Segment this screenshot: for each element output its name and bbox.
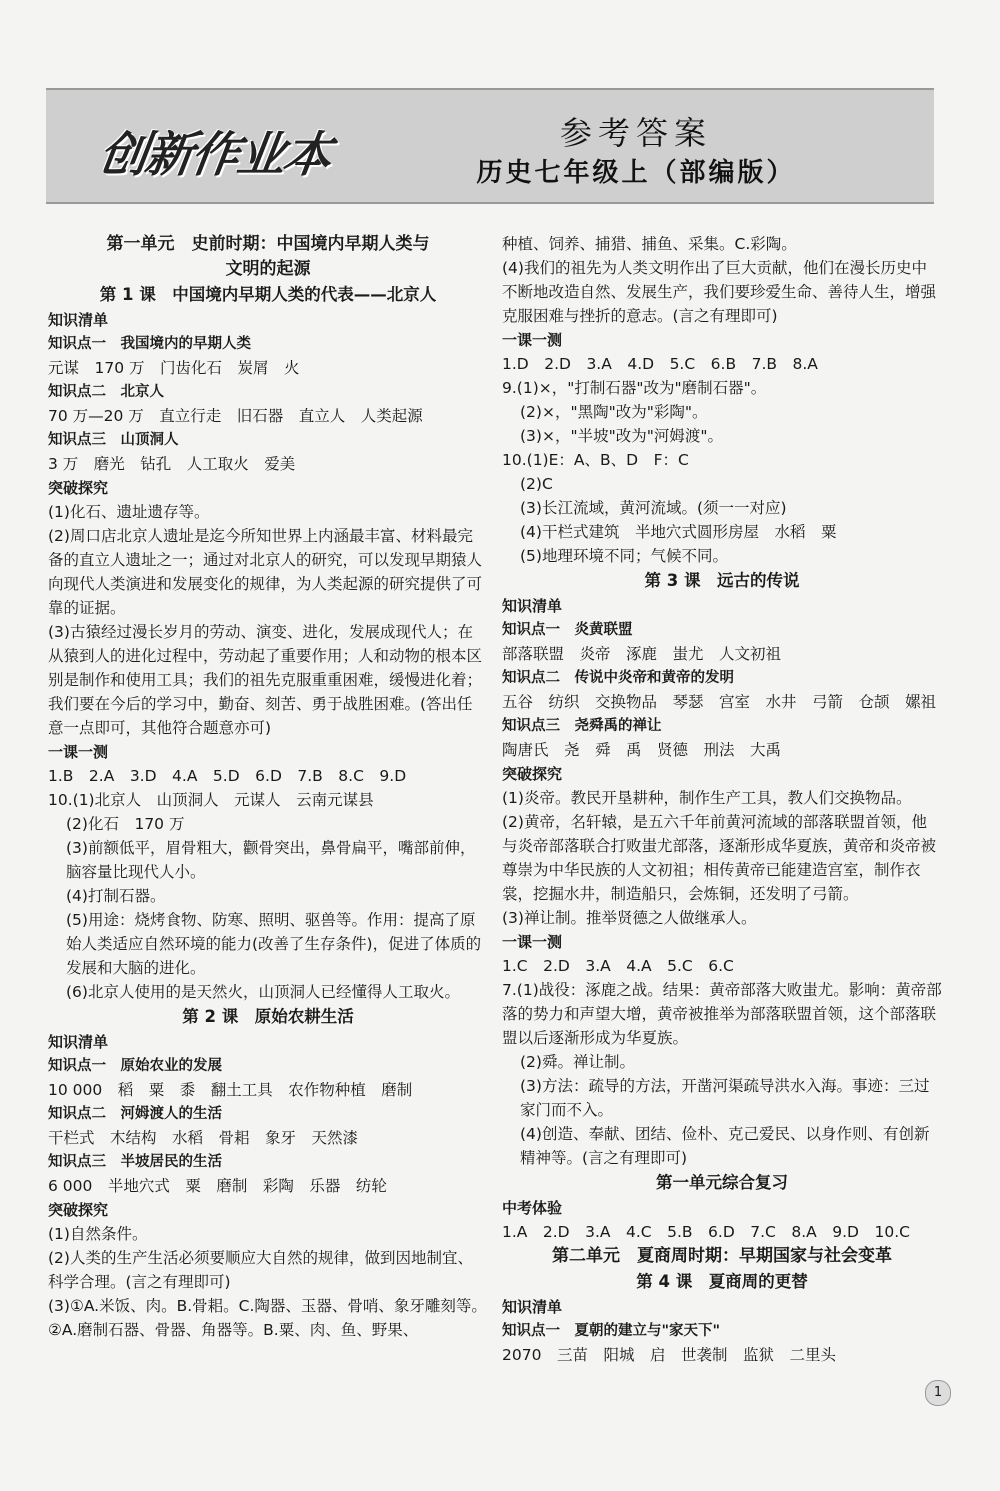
answer-line: 干栏式 木结构 水稻 骨耜 象牙 天然漆 — [48, 1129, 359, 1147]
unit-heading: 第二单元 夏商周时期：早期国家与社会变革 — [552, 1246, 892, 1266]
answer-line: (4)干栏式建筑 半地穴式圆形房屋 水稻 粟 — [520, 523, 837, 541]
lesson-heading: 第一单元综合复习 — [656, 1173, 788, 1192]
answer-line: (3)方法：疏导的方法，开凿河渠疏导洪水入海。事迹：三过家门而不入。 — [520, 1077, 930, 1119]
knowledge-point-heading: 知识点一 夏朝的建立与"家天下" — [502, 1323, 721, 1339]
section-heading: 知识清单 — [502, 597, 563, 615]
answer-line: (1)自然条件。 — [48, 1225, 148, 1243]
answer-line: (2)人类的生产生活必须要顺应大自然的规律，做到因地制宜、科学合理。(言之有理即可) — [48, 1249, 473, 1291]
header-banner — [46, 88, 934, 204]
answer-line: (4)创造、奉献、团结、俭朴、克己爱民、以身作则、有创新精神等。(言之有理即可) — [520, 1125, 930, 1167]
answer-line: 1.C 2.D 3.A 4.A 5.C 6.C — [502, 957, 734, 975]
section-heading: 知识清单 — [48, 311, 109, 329]
answer-line: 6 000 半地穴式 粟 磨制 彩陶 乐器 纺轮 — [48, 1177, 387, 1195]
answer-line: (3)前额低平，眉骨粗大，颧骨突出，鼻骨扁平，嘴部前伸，脑容量比现代人小。 — [66, 839, 476, 881]
lesson-heading: 第 2 课 原始农耕生活 — [182, 1007, 354, 1026]
answer-line: (3)×，"半坡"改为"河姆渡"。 — [520, 427, 723, 445]
lesson-heading: 第 1 课 中国境内早期人类的代表——北京人 — [99, 285, 437, 304]
page-subtitle: 历史七年级上（部编版） — [476, 158, 796, 188]
lesson-heading: 第 3 课 远古的传说 — [644, 571, 800, 590]
answer-line: 1.B 2.A 3.D 4.A 5.D 6.D 7.B 8.C 9.D — [48, 767, 407, 785]
answer-line: (5)用途：烧烤食物、防寒、照明、驱兽等。作用：提高了原始人类适应自然环境的能力(改善了生存条件)，促进了体质的发展和大脑的进化。 — [66, 911, 482, 977]
answer-line: 1.A 2.D 3.A 4.C 5.B 6.D 7.C 8.A 9.D 10.C — [502, 1223, 910, 1241]
section-heading: 中考体验 — [502, 1199, 563, 1217]
unit-heading: 文明的起源 — [225, 259, 311, 279]
brand-logo: 创新作业本 — [95, 127, 334, 183]
answer-line: (3)古猿经过漫长岁月的劳动、演变、进化，发展成现代人；在从猿到人的进化过程中，劳动起了重要作用；人和动物的根本区别是制作和使用工具；我们的祖先克服重重困难，缓慢进化着；我们要在今后的学习中，勤奋、刻苦、勇于战胜困难。(答出任意一点即可，其他符合题意亦可) — [48, 623, 483, 737]
knowledge-point-heading: 知识点二 河姆渡人的生活 — [48, 1106, 222, 1122]
section-heading: 一课一测 — [502, 933, 563, 951]
page-number: 1 — [925, 1380, 951, 1406]
answer-line: (3)长江流域，黄河流域。(须一一对应) — [520, 499, 787, 517]
section-heading: 突破探究 — [502, 765, 563, 783]
section-heading: 突破探究 — [48, 479, 109, 497]
answer-line: 7.(1)战役：涿鹿之战。结果：黄帝部落大败蚩尤。影响：黄帝部落的势力和声望大增，黄帝被推举为部落联盟首领，这个部落联盟以后逐渐形成为华夏族。 — [502, 981, 942, 1047]
unit-heading: 第一单元 史前时期：中国境内早期人类与 — [106, 234, 430, 254]
knowledge-point-heading: 知识点一 原始农业的发展 — [48, 1058, 222, 1074]
section-heading: 知识清单 — [502, 1298, 563, 1316]
answer-line: 10.(1)E：A、B、D F：C — [502, 451, 689, 469]
lesson-heading: 第 4 课 夏商周的更替 — [636, 1272, 808, 1291]
knowledge-point-heading: 知识点一 炎黄联盟 — [502, 622, 633, 638]
answer-line: 陶唐氏 尧 舜 禹 贤德 刑法 大禹 — [502, 741, 782, 759]
answer-line: 部落联盟 炎帝 涿鹿 蚩尤 人文初祖 — [502, 645, 782, 663]
page-title: 参考答案 — [559, 114, 712, 152]
answer-line: 10 000 稻 粟 黍 翻土工具 农作物种植 磨制 — [48, 1081, 413, 1099]
answer-line: 五谷 纺织 交换物品 琴瑟 宫室 水井 弓箭 仓颉 嫘祖 — [502, 693, 937, 711]
answer-line: (2)周口店北京人遗址是迄今所知世界上内涵最丰富、材料最完备的直立人遗址之一；通过对北京人的研究，可以发现早期猿人向现代人类演进和发展变化的规律，为人类起源的研究提供了可靠的证据。 — [48, 527, 483, 617]
answer-line: 3 万 磨光 钻孔 人工取火 爱美 — [48, 455, 296, 473]
answer-line: 70 万—20 万 直立行走 旧石器 直立人 人类起源 — [48, 407, 423, 425]
answer-line: 元谋 170 万 门齿化石 炭屑 火 — [48, 359, 300, 377]
answer-line: 种植、饲养、捕猎、捕鱼、采集。C.彩陶。 — [502, 235, 797, 253]
knowledge-point-heading: 知识点二 北京人 — [48, 384, 164, 400]
left-column — [48, 232, 495, 1342]
section-heading: 一课一测 — [48, 743, 109, 761]
answer-line: 10.(1)北京人 山顶洞人 元谋人 云南元谋县 — [48, 791, 374, 809]
answer-line: (1)化石、遗址遗存等。 — [48, 503, 210, 521]
section-heading: 知识清单 — [48, 1033, 109, 1051]
right-column — [502, 232, 942, 1367]
answer-line: (2)化石 170 万 — [66, 815, 185, 833]
answer-line: (6)北京人使用的是天然火，山顶洞人已经懂得人工取火。 — [66, 983, 460, 1001]
knowledge-point-heading: 知识点三 尧舜禹的禅让 — [502, 718, 662, 734]
answer-line: (2)舜。禅让制。 — [520, 1053, 635, 1071]
knowledge-point-heading: 知识点三 山顶洞人 — [48, 432, 179, 448]
answer-line: 9.(1)×，"打制石器"改为"磨制石器"。 — [502, 379, 767, 397]
section-heading: 突破探究 — [48, 1201, 109, 1219]
answer-line: (4)打制石器。 — [66, 887, 166, 905]
answer-line: (1)炎帝。教民开垦耕种，制作生产工具，教人们交换物品。 — [502, 789, 912, 807]
answer-line: (3)①A.米饭、肉。B.骨耜。C.陶器、玉器、骨哨、象牙雕刻等。 ②A.磨制石器、骨器、角器等。B.粟、肉、鱼、野果、 — [48, 1297, 495, 1339]
section-heading: 一课一测 — [502, 331, 563, 349]
answer-line: (2)黄帝，名轩辕，是五六千年前黄河流域的部落联盟首领，他与炎帝部落联合打败蚩尤部落，逐渐形成华夏族，黄帝和炎帝被尊崇为中华民族的人文初祖；相传黄帝已能建造宫室，制作衣裳，挖掘水井，制造船只，会炼铜，还发明了弓箭。 — [502, 813, 937, 903]
knowledge-point-heading: 知识点三 半坡居民的生活 — [48, 1154, 222, 1170]
answer-line: (3)禅让制。推举贤德之人做继承人。 — [502, 909, 757, 927]
answer-line: (2)C — [520, 475, 553, 493]
knowledge-point-heading: 知识点二 传说中炎帝和黄帝的发明 — [502, 670, 734, 686]
knowledge-point-heading: 知识点一 我国境内的早期人类 — [48, 336, 251, 352]
answer-line: (4)我们的祖先为人类文明作出了巨大贡献，他们在漫长历史中不断地改造自然、发展生产，我们要珍爱生命、善待人生，增强克服困难与挫折的意志。(言之有理即可) — [502, 259, 937, 325]
answer-line: 1.D 2.D 3.A 4.D 5.C 6.B 7.B 8.A — [502, 355, 818, 373]
answer-line: 2070 三苗 阳城 启 世袭制 监狱 二里头 — [502, 1346, 836, 1364]
answer-line: (5)地理环境不同；气候不同。 — [520, 547, 728, 565]
answer-line: (2)×，"黑陶"改为"彩陶"。 — [520, 403, 708, 421]
